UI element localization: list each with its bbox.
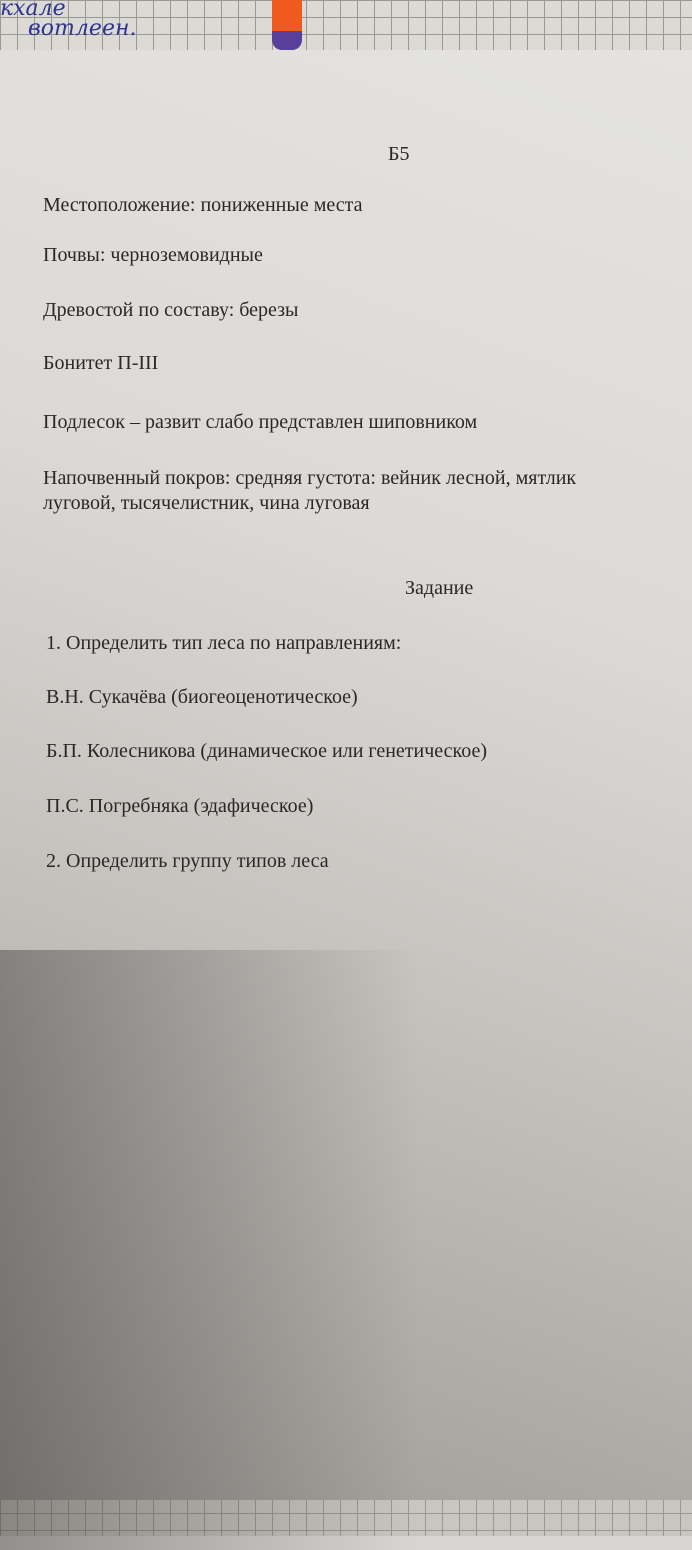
task-line: 1. Определить тип леса по направлениям: bbox=[46, 632, 402, 654]
text-line: Почвы: черноземовидные bbox=[43, 244, 263, 266]
shadow bbox=[0, 950, 420, 1550]
handwriting-line: вотлеен. bbox=[28, 16, 137, 41]
task-line: 2. Определить группу типов леса bbox=[46, 850, 329, 872]
task-line: П.С. Погребняка (эдафическое) bbox=[46, 795, 314, 817]
task-heading: Задание bbox=[405, 577, 474, 599]
task-line: В.Н. Сукачёва (биогеоценотическое) bbox=[46, 686, 358, 708]
handwriting-line: кхале bbox=[0, 0, 66, 21]
document-title: Б5 bbox=[388, 143, 410, 165]
pen bbox=[272, 0, 302, 50]
task-line: Б.П. Колесникова (динамическое или генетическое) bbox=[46, 740, 488, 762]
text-line: луговой, тысячелистник, чина луговая bbox=[43, 492, 370, 514]
text-line: Древостой по составу: березы bbox=[43, 299, 299, 321]
text-line: Подлесок – развит слабо представлен шиповником bbox=[43, 411, 478, 433]
document-page bbox=[0, 50, 692, 1500]
text-line: Местоположение: пониженные места bbox=[43, 194, 363, 216]
text-line: Бонитет П-III bbox=[43, 352, 159, 374]
text-line: Напочвенный покров: средняя густота: вейник лесной, мятлик bbox=[43, 467, 577, 489]
